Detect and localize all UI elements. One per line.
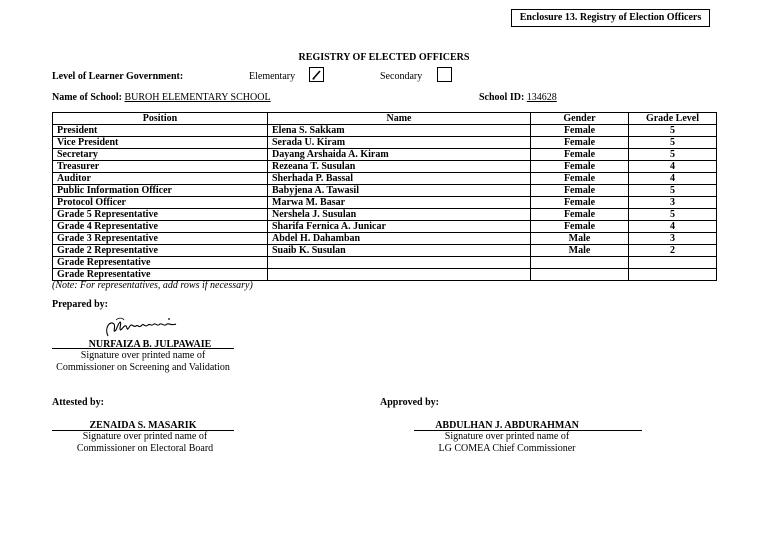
gender-cell [531,269,629,281]
grade-level-cell: 4 [629,173,717,185]
registry-table [52,112,717,281]
position-cell: Protocol Officer [53,197,268,209]
grade-level-cell: 4 [629,161,717,173]
table-row [53,209,717,221]
secondary-checkbox[interactable] [437,67,452,82]
table-row [53,161,717,173]
gender-cell: Female [531,161,629,173]
table-row [53,125,717,137]
approved-name: ABDULHAN J. ABDURAHMAN [435,420,579,431]
secondary-label: Secondary [380,71,423,82]
note: (Note: For representatives, add rows if necessary) [52,280,253,291]
school-name: BUROH ELEMENTARY SCHOOL [124,92,271,103]
table-row [53,245,717,257]
grade-level-cell: 3 [629,197,717,209]
grade-level-cell [629,257,717,269]
table-body [53,125,717,281]
prepared-caption-2: Commissioner on Screening and Validation [56,362,230,373]
approved-label: Approved by: [380,397,439,408]
grade-level-cell [629,269,717,281]
table-row [53,269,717,281]
gender-cell: Female [531,149,629,161]
header-grade-level: Grade Level [629,113,717,125]
position-cell: Vice President [53,137,268,149]
grade-level-cell: 5 [629,137,717,149]
name-cell: Sharifa Fernica A. Junicar [268,221,531,233]
name-cell: Elena S. Sakkam [268,125,531,137]
grade-level-cell: 3 [629,233,717,245]
position-cell: Treasurer [53,161,268,173]
name-cell: Serada U. Kiram [268,137,531,149]
elementary-label: Elementary [249,71,296,82]
gender-cell: Male [531,233,629,245]
gender-cell: Female [531,209,629,221]
position-cell: Grade Representative [53,269,268,281]
gender-cell: Female [531,185,629,197]
approved-caption-1: Signature over printed name of [444,431,570,442]
gender-cell: Female [531,221,629,233]
grade-level-cell: 5 [629,209,717,221]
name-cell: Marwa M. Basar [268,197,531,209]
gender-cell: Male [531,245,629,257]
position-cell: Grade 4 Representative [53,221,268,233]
attested-name: ZENAIDA S. MASARIK [89,420,197,431]
name-cell: Sherhada P. Bassal [268,173,531,185]
enclosure-label: Enclosure 13. Registry of Election Officers [511,9,710,27]
table-row [53,233,717,245]
position-cell: Public Information Officer [53,185,268,197]
attested-label: Attested by: [52,397,104,408]
header-position: Position [53,113,268,125]
level-label: Level of Learner Government: [52,71,184,82]
school-id-row [479,92,557,103]
name-cell: Suaib K. Susulan [268,245,531,257]
grade-level-cell: 5 [629,185,717,197]
grade-level-cell: 5 [629,125,717,137]
prepared-caption-1: Signature over printed name of [80,350,206,361]
name-cell [268,257,531,269]
school-name-label: Name of School: [52,92,122,103]
school-id: 134628 [526,92,557,103]
gender-cell: Female [531,197,629,209]
grade-level-cell: 5 [629,149,717,161]
name-cell: Nershela J. Susulan [268,209,531,221]
school-id-label: School ID: [479,92,525,103]
position-cell: Grade 5 Representative [53,209,268,221]
table-row [53,137,717,149]
grade-level-cell: 4 [629,221,717,233]
header-gender: Gender [531,113,629,125]
school-row [52,92,271,103]
name-cell: Abdel H. Dahamban [268,233,531,245]
grade-level-cell: 2 [629,245,717,257]
name-cell [268,269,531,281]
attested-caption-1: Signature over printed name of [82,431,208,442]
table-row [53,221,717,233]
gender-cell: Female [531,125,629,137]
table-row [53,149,717,161]
table-row [53,185,717,197]
gender-cell [531,257,629,269]
table-row [53,257,717,269]
signature-image [102,314,182,340]
approved-caption-2: LG COMEA Chief Commissioner [438,443,576,454]
attested-caption-2: Commissioner on Electoral Board [76,443,214,454]
header-name: Name [268,113,531,125]
position-cell: Grade 2 Representative [53,245,268,257]
gender-cell: Female [531,137,629,149]
table-header-row [53,113,717,125]
name-cell: Rezeana T. Susulan [268,161,531,173]
position-cell: Secretary [53,149,268,161]
name-cell: Babyjena A. Tawasil [268,185,531,197]
prepared-label: Prepared by: [52,299,109,310]
table-row [53,173,717,185]
position-cell: Grade 3 Representative [53,233,268,245]
gender-cell: Female [531,173,629,185]
page-title: REGISTRY OF ELECTED OFFICERS [298,52,470,63]
position-cell: Grade Representative [53,257,268,269]
position-cell: President [53,125,268,137]
prepared-name: NURFAIZA B. JULPAWAIE [88,339,212,350]
elementary-checkbox[interactable] [309,67,324,82]
check-mark-icon [311,69,322,80]
position-cell: Auditor [53,173,268,185]
name-cell: Dayang Arshaida A. Kiram [268,149,531,161]
table-row [53,197,717,209]
